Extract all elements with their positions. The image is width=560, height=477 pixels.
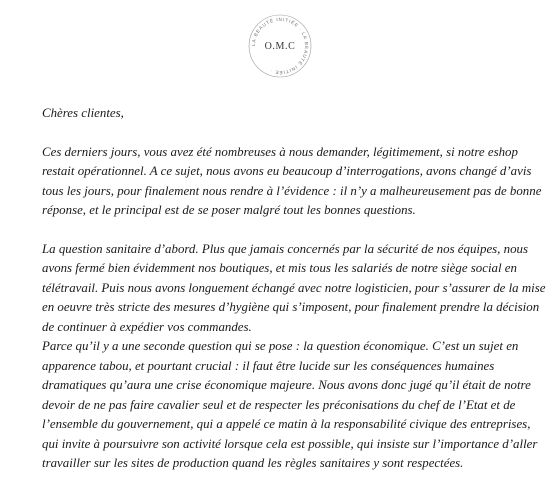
- omc-logo: [247, 13, 313, 79]
- logo-ring-text: LA BEAUTÉ INITIÉE · LA BEAUTÉ INITIÉE ·: [250, 16, 310, 76]
- logo-center-text: O.M.C: [264, 41, 296, 52]
- paragraph-eshop: Ces derniers jours, vous avez été nombreuses à nous demander, légitimement, si notre eshop restait opérationnel. A ce sujet, nous avons eu beaucoup d’interrogations, avons changé d’avis tous les jours, pour finalement nous rendre à l’évidence : il n’y a malheureusement pas de bonne réponse, et le principal est de se poser malgré tout les bonnes questions.: [42, 144, 542, 217]
- salutation: Chères clientes,: [42, 106, 124, 120]
- paragraph-sanitary-question: La question sanitaire d’abord. Plus que jamais concernés par la sécurité de nos équipes, nous avons fermé bien évidemment nos boutiques, et mis tous les salariés de notre siège social en télétravail. Puis nous avons longuement échangé avec notre logisticien, pour s’assurer de la mise en oeuvre très stricte des mesures d’hygiène qui s’imposent, pour finalement prendre la décision de continuer à expédier vos commandes.: [42, 241, 546, 334]
- paragraph-economic-question: Parce qu’il y a une seconde question qui se pose : la question économique. C’est un sujet en apparence tabou, et pourtant crucial : il faut être lucide sur les conséquences humaines dramatiques qu’aura une crise économique majeure. Nous avons donc jugé qu’il était de notre devoir de ne pas faire cavalier seul et de respecter les préconisations du chef de l’Etat et de l’ensemble du gouvernement, qui a appelé ce matin à la responsabilité civique des entreprises, qui invite à poursuivre son activité lorsque cela est possible, qui insiste sur l’importance d’aller travailler sur les sites de production quand les règles sanitaires y sont respectées.: [42, 339, 538, 470]
- letter-body: [42, 104, 548, 474]
- logo-seal: [247, 13, 313, 79]
